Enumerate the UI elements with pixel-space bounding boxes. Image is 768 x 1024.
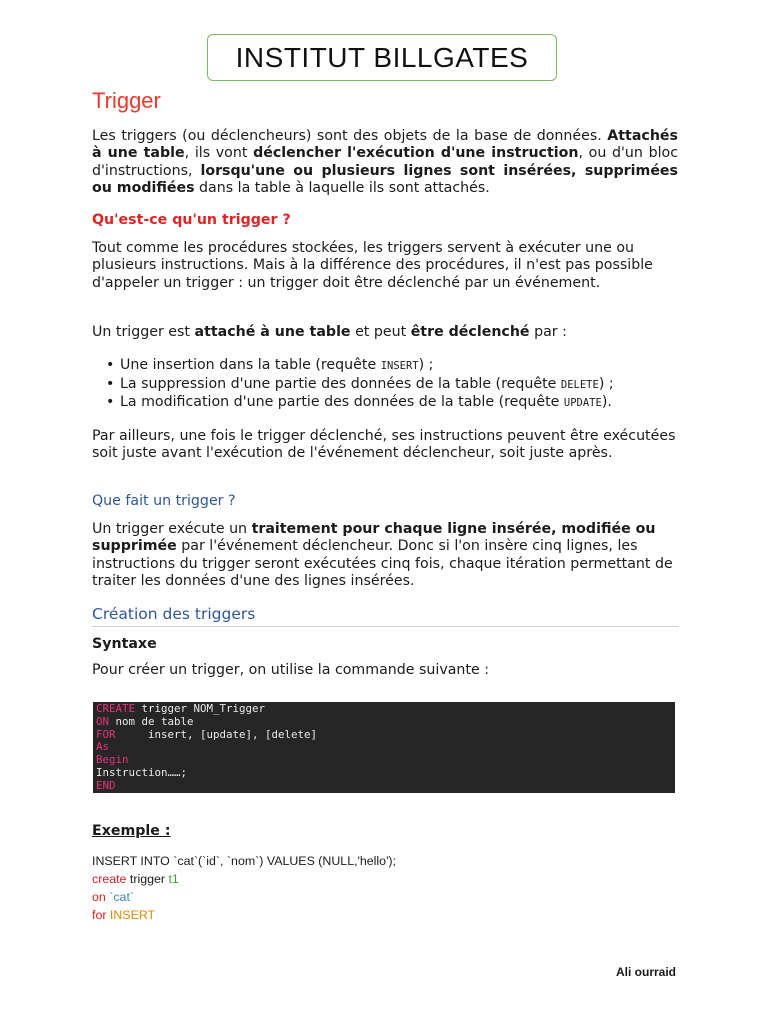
section-heading-creation: Création des triggers [92,605,256,623]
syntax-text: Pour créer un trigger, on utilise la commande suivante : [92,662,489,678]
code-line: Instruction……; [96,765,188,779]
section-heading-what-is: Qu'est-ce qu'un trigger ? [92,212,291,228]
code-block [93,702,675,793]
sql-keyword: DELETE [560,378,599,391]
code-line: ON nom de table [96,714,194,728]
s2-text-1: Un trigger exécute un [92,521,252,537]
event-list [106,357,686,413]
intro-text-3: , ou d'un bloc d'instructions, [92,145,678,179]
intro-paragraph [92,128,678,198]
code-line: As [96,740,110,754]
p2-text-2: et peut [350,324,411,340]
sql-keyword: INSERT [380,360,419,372]
code-line: END [96,778,116,792]
code-line: CREATE trigger NOM_Trigger [96,702,266,715]
intro-bold-2: déclencher l'exécution d'une instruction [253,145,579,162]
author-name: Ali ourraid [616,965,677,979]
sql-keyword: UPDATE [563,397,602,409]
section-divider [92,626,679,627]
section1-paragraph-3: Par ailleurs, une fois le trigger déclenché, ses instructions peuvent être exécutées soit juste avant l'exécution de l'événement déclencheur, soit juste après. [92,428,676,462]
p2-bold-2: être déclenché [410,324,530,340]
example-line: on `cat` [92,890,135,904]
intro-text-4: dans la table à laquelle ils sont attachés. [194,180,490,197]
institute-title: INSTITUT BILLGATES [235,41,529,73]
intro-text-1: Les triggers (ou déclencheurs) sont des objets de la base de données. [92,128,608,144]
intro-text-2: , ils vont [184,145,254,162]
example-line: for INSERT [92,908,156,922]
section1-paragraph-1: Tout comme les procédures stockées, les triggers servent à exécuter une ou plusieurs instructions. Mais à la différence des procédures, il n'est pas possible d'appeler un trigger : un trigger doit être déclenché par un événement. [92,240,653,291]
section2-paragraph [92,521,678,591]
section1-paragraph-2 [92,324,678,341]
example-code [92,852,396,924]
section-heading-what-does: Que fait un trigger ? [92,493,236,509]
list-item: • La modification d'une partie des données de la table (requête UPDATE). [106,394,686,413]
example-line: create trigger t1 [92,872,179,886]
intro-bold-3: lorsqu'une ou plusieurs lignes sont insérées, supprimées ou modifiées [92,162,679,197]
example-line: INSERT INTO `cat`(`id`, `nom`) VALUES (NULL,'hello'); [92,854,397,868]
code-line: FOR insert, [update], [delete] [96,727,318,741]
header-box [207,34,557,81]
p2-bold-1: attaché à une table [194,324,351,340]
intro-bold-1: Attachés à une table [92,128,678,162]
code-line: Begin [96,753,129,767]
p2-text-3: par : [529,324,567,340]
s2-text-2: par l'événement déclencheur. Donc si l'on insère cinq lignes, les instructions du trigger seront exécutées cinq fois, chaque itération permettant de traiter les données d'une des lignes insérées. [92,538,673,590]
example-heading: Exemple : [92,823,171,839]
syntax-heading: Syntaxe [92,636,157,652]
list-item: • Une insertion dans la table (requête INSERT) ; [106,357,686,376]
list-item: • La suppression d'une partie des données de la table (requête DELETE) ; [106,376,686,395]
s2-bold-1: traitement pour chaque ligne insérée, modifiée ou supprimée [92,521,656,555]
p2-text-1: Un trigger est [92,324,195,340]
page-title: Trigger [92,88,161,113]
